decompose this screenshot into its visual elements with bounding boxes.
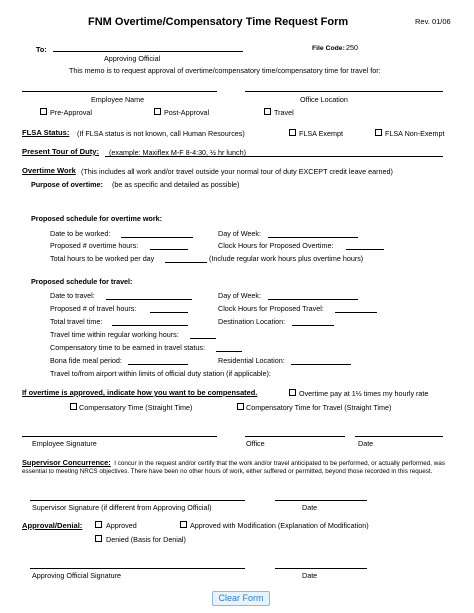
residential-label: Residential Location: — [218, 356, 285, 365]
denied-checkbox[interactable] — [95, 535, 102, 542]
employee-signature-field[interactable] — [22, 436, 217, 437]
supervisor-concurrence-body: I concur in the request and/or certify that the work and/or travel anticipated to be performed, or actually performed, was essential to meeting NRCS objectives. There have been no other hours of work, either suffered or permitted, beyond those recorded in this request. — [22, 460, 445, 475]
employee-date-field[interactable] — [355, 436, 443, 437]
post-approval-checkbox[interactable] — [154, 108, 161, 115]
approval-denial-label: Approval/Denial: — [22, 521, 83, 530]
supervisor-signature-field[interactable] — [30, 500, 245, 501]
office-signature-field[interactable] — [245, 436, 345, 437]
clock-hours-travel-field[interactable] — [335, 312, 377, 313]
travel-within-hours-field[interactable] — [190, 338, 216, 339]
supervisor-concurrence-text — [22, 459, 447, 475]
tour-of-duty-label: Present Tour of Duty: — [22, 147, 100, 156]
overtime-schedule-heading: Proposed schedule for overtime work: — [31, 214, 163, 223]
overtime-work-desc: (This includes all work and/or travel outside your normal tour of duty EXCEPT credit leave earned) — [81, 167, 393, 176]
flsa-non-exempt-checkbox[interactable] — [375, 129, 382, 136]
post-approval-label: Post-Approval — [164, 108, 210, 117]
supervisor-date-label: Date — [302, 503, 318, 512]
approved-checkbox[interactable] — [95, 521, 102, 528]
memo-text: This memo is to request approval of overtime/compensatory time/compensatory time for travel for: — [69, 66, 381, 75]
employee-name-field[interactable] — [22, 91, 217, 92]
comp-travel-checkbox[interactable] — [237, 403, 244, 410]
employee-date-label: Date — [358, 439, 374, 448]
approving-official-signature-field[interactable] — [30, 568, 245, 569]
destination-field[interactable] — [292, 325, 334, 326]
travel-checkbox[interactable] — [264, 108, 271, 115]
travel-hours-field[interactable] — [150, 312, 188, 313]
office-location-label: Office Location — [300, 95, 348, 104]
comp-travel-label: Compensatory Time for Travel (Straight Time) — [246, 403, 392, 412]
flsa-note: (If FLSA status is not known, call Human Resources) — [77, 129, 245, 138]
approving-official-signature-label: Approving Official Signature — [32, 571, 121, 580]
airport-label: Travel to/from airport within limits of official duty station (if applicable): — [50, 369, 271, 378]
residential-field[interactable] — [291, 364, 351, 365]
comp-earned-label: Compensatory time to be earned in travel status: — [50, 343, 206, 352]
clock-hours-overtime-label: Clock Hours for Proposed Overtime: — [218, 241, 334, 250]
employee-signature-label: Employee Signature — [32, 439, 97, 448]
purpose-label: Purpose of overtime: — [31, 180, 103, 189]
include-note: (Include regular work hours plus overtime hours) — [209, 254, 364, 263]
date-worked-label: Date to be worked: — [50, 229, 111, 238]
flsa-non-exempt-label: FLSA Non-Exempt — [385, 129, 445, 138]
flsa-exempt-checkbox[interactable] — [289, 129, 296, 136]
travel-day-label: Day of Week: — [218, 291, 262, 300]
pre-approval-checkbox[interactable] — [40, 108, 47, 115]
supervisor-concurrence-label: Supervisor Concurrence: — [22, 458, 111, 467]
date-travel-label: Date to travel: — [50, 291, 95, 300]
tour-example: (example: Maxiflex M-F 8-4:30, ½ hr lunch) — [109, 148, 247, 157]
approved-mod-label: Approved with Modification (Explanation of Modification) — [190, 521, 369, 530]
travel-hours-label: Proposed # of travel hours: — [50, 304, 137, 313]
comp-time-label: Compensatory Time (Straight Time) — [79, 403, 193, 412]
approval-date-field[interactable] — [275, 568, 367, 569]
total-hours-field[interactable] — [165, 262, 207, 263]
comp-earned-field[interactable] — [216, 351, 242, 352]
tour-of-duty-field[interactable] — [105, 156, 443, 157]
office-label: Office — [246, 439, 265, 448]
travel-label: Travel — [274, 108, 294, 117]
employee-name-label: Employee Name — [91, 95, 145, 104]
travel-schedule-heading: Proposed schedule for travel: — [31, 277, 133, 286]
overtime-pay-checkbox[interactable] — [289, 389, 296, 396]
to-label: To: — [36, 45, 47, 54]
total-travel-field[interactable] — [112, 325, 188, 326]
approval-date-label: Date — [302, 571, 318, 580]
supervisor-date-field[interactable] — [275, 500, 367, 501]
flsa-status-label: FLSA Status: — [22, 128, 70, 137]
travel-day-field[interactable] — [268, 299, 358, 300]
bona-fide-label: Bona fide meal period: — [50, 356, 122, 365]
clock-hours-overtime-field[interactable] — [346, 249, 384, 250]
day-of-week-label: Day of Week: — [218, 229, 262, 238]
clear-form-button[interactable]: Clear Form — [212, 591, 270, 606]
file-code-value[interactable]: 250 — [346, 43, 358, 52]
approved-mod-checkbox[interactable] — [180, 521, 187, 528]
revision-label: Rev. 01/06 — [415, 17, 451, 26]
to-field[interactable] — [53, 51, 243, 52]
destination-label: Destination Location: — [218, 317, 286, 326]
total-hours-label: Total hours to be worked per day — [50, 254, 155, 263]
purpose-desc: (be as specific and detailed as possible) — [112, 180, 240, 189]
date-travel-field[interactable] — [106, 299, 192, 300]
bona-fide-field[interactable] — [128, 364, 188, 365]
overtime-hours-field[interactable] — [150, 249, 188, 250]
overtime-work-label: Overtime Work — [22, 166, 76, 175]
comp-time-checkbox[interactable] — [70, 403, 77, 410]
clock-hours-travel-label: Clock Hours for Proposed Travel: — [218, 304, 324, 313]
form-title: FNM Overtime/Compensatory Time Request Form — [88, 16, 349, 28]
approved-label: Approved — [106, 521, 137, 530]
pre-approval-label: Pre-Approval — [50, 108, 92, 117]
overtime-hours-label: Proposed # overtime hours: — [50, 241, 139, 250]
approving-official-label: Approving Official — [104, 54, 161, 63]
total-travel-label: Total travel time: — [50, 317, 103, 326]
overtime-pay-label: Overtime pay at 1½ times my hourly rate — [299, 389, 429, 398]
flsa-exempt-label: FLSA Exempt — [299, 129, 343, 138]
date-worked-field[interactable] — [121, 237, 193, 238]
supervisor-signature-label: Supervisor Signature (if different from Approving Official) — [32, 503, 212, 512]
denied-label: Denied (Basis for Denial) — [106, 535, 186, 544]
office-location-field[interactable] — [245, 91, 443, 92]
compensation-heading: If overtime is approved, indicate how you want to be compensated. — [22, 388, 258, 397]
file-code-label: File Code: — [312, 45, 345, 52]
travel-within-hours-label: Travel time within regular working hours: — [50, 330, 179, 339]
day-of-week-field[interactable] — [268, 237, 358, 238]
